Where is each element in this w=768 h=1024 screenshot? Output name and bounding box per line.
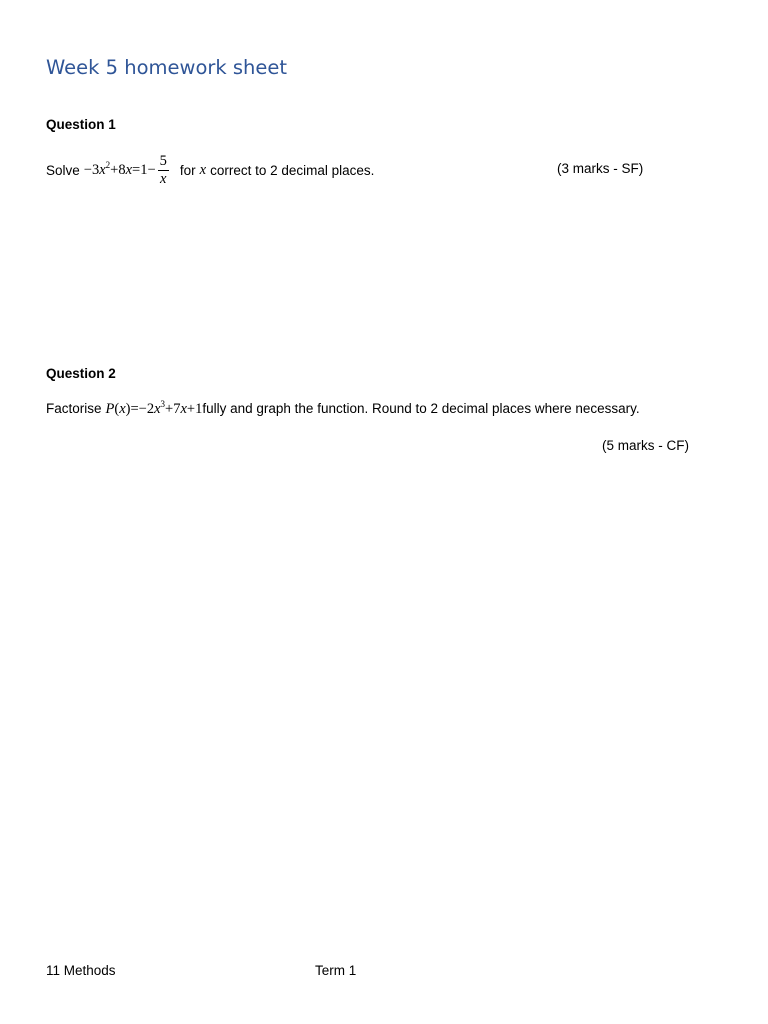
footer-term: Term 1 (315, 963, 357, 978)
question-2-suffix: fully and graph the function. Round to 2 decimal places where necessary. (202, 401, 640, 416)
question-1-suffix: correct to 2 decimal places. (210, 162, 375, 178)
question-1-for-word: for (179, 162, 196, 178)
question-1-variable: x (199, 161, 207, 178)
footer-course: 11 Methods (46, 963, 116, 978)
question-1-marks: (3 marks - SF) (557, 161, 644, 176)
question-1-prompt (46, 150, 374, 190)
question-1-equation: $-3x^2+8x=1-$ (83, 159, 156, 178)
page-title: Week 5 homework sheet (46, 56, 288, 79)
question-1-prefix: Solve (46, 162, 80, 178)
question-2-prompt (46, 401, 640, 418)
question-2-heading: Question 2 (46, 366, 116, 381)
question-2-function: $P(x)=-2x^3+7x+1$ (105, 399, 203, 417)
question-2-prefix: Factorise (46, 401, 102, 416)
fraction-denominator: x (160, 170, 167, 187)
question-1-heading: Question 1 (46, 117, 116, 132)
question-2-marks: (5 marks - CF) (602, 438, 689, 453)
question-1-fraction (158, 154, 169, 186)
fraction-numerator: 5 (159, 153, 167, 169)
